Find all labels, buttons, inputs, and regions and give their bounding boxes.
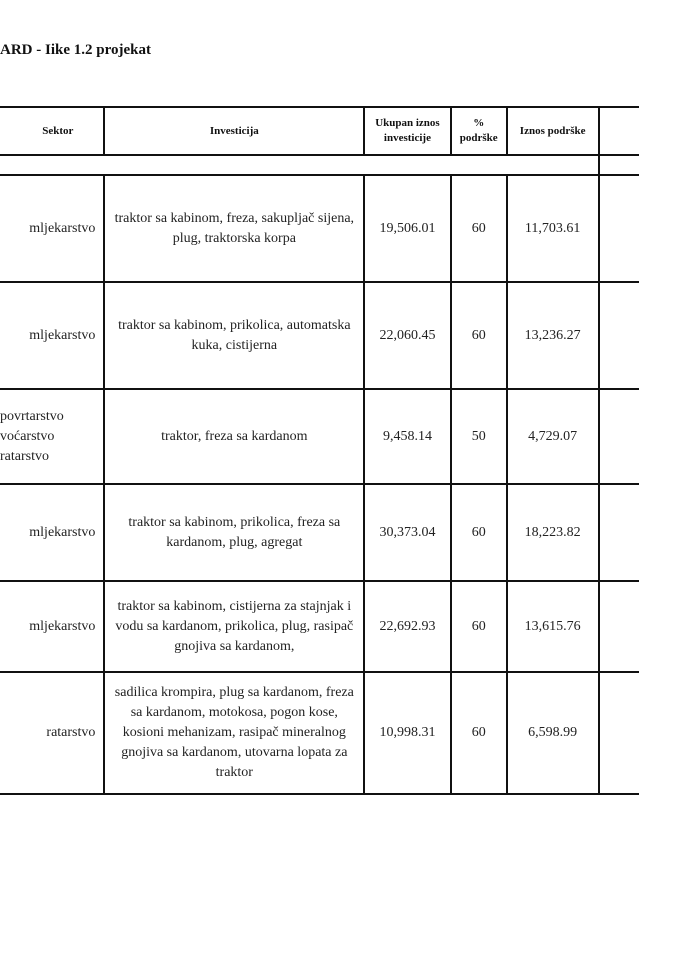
table-row: [0, 581, 639, 672]
cell-investicija: sadilica krompira, plug sa kardanom, freza sa kardanom, motokosa, pogon kose, kosioni mehanizam, rasipač mineralnog gnojiva sa kardanom, utovarna lopata za traktor: [104, 672, 364, 794]
cell-ukupan-iznos: 10,998.31: [364, 672, 450, 794]
cell-sektor: mljekarstvo: [0, 175, 104, 282]
cell-procenat: 60: [451, 282, 507, 389]
cell-investicija: traktor sa kabinom, cistijerna za stajnjak i vodu sa kardanom, prikolica, plug, rasipač gnojiva sa kardanom,: [104, 581, 364, 672]
cell-ukupan-iznos: 9,458.14: [364, 389, 450, 484]
header-extra: [599, 107, 639, 155]
cell-investicija: traktor, freza sa kardanom: [104, 389, 364, 484]
table-spacer-row: [0, 155, 639, 175]
cell-investicija: traktor sa kabinom, prikolica, automatska kuka, cistijerna: [104, 282, 364, 389]
header-ukupan-iznos: Ukupan iznos investicije: [364, 107, 450, 155]
cell-procenat: 60: [451, 581, 507, 672]
table-row: [0, 175, 639, 282]
table-row: [0, 484, 639, 581]
cell-sektor: mljekarstvo: [0, 581, 104, 672]
cell-sektor: ratarstvo: [0, 672, 104, 794]
cell-sektor: mljekarstvo: [0, 282, 104, 389]
cell-iznos-podrske: 13,236.27: [507, 282, 599, 389]
cell-procenat: 60: [451, 175, 507, 282]
cell-iznos-podrske: 6,598.99: [507, 672, 599, 794]
header-sektor: Sektor: [0, 107, 104, 155]
cell-procenat: 60: [451, 484, 507, 581]
table-row: [0, 389, 639, 484]
cell-ukupan-iznos: 30,373.04: [364, 484, 450, 581]
investment-table: [0, 106, 639, 795]
cell-ukupan-iznos: 19,506.01: [364, 175, 450, 282]
table-row: [0, 282, 639, 389]
cell-sektor: mljekarstvo: [0, 484, 104, 581]
cell-ukupan-iznos: 22,692.93: [364, 581, 450, 672]
header-investicija: Investicija: [104, 107, 364, 155]
table-row: [0, 672, 639, 794]
cell-iznos-podrske: 4,729.07: [507, 389, 599, 484]
document-title: ARD - Iike 1.2 projekat: [0, 42, 151, 58]
header-iznos-podrske: Iznos podrške: [507, 107, 599, 155]
cell-iznos-podrske: 18,223.82: [507, 484, 599, 581]
cell-sektor: povrtarstvo voćarstvo ratarstvo: [0, 389, 104, 484]
cell-investicija: traktor sa kabinom, prikolica, freza sa kardanom, plug, agregat: [104, 484, 364, 581]
cell-ukupan-iznos: 22,060.45: [364, 282, 450, 389]
cell-procenat: 50: [451, 389, 507, 484]
table-header-row: [0, 107, 639, 155]
cell-iznos-podrske: 11,703.61: [507, 175, 599, 282]
cell-investicija: traktor sa kabinom, freza, sakupljač sijena, plug, traktorska korpa: [104, 175, 364, 282]
header-procenat: % podrške: [451, 107, 507, 155]
cell-procenat: 60: [451, 672, 507, 794]
spacer-cell: [0, 155, 599, 175]
cell-iznos-podrske: 13,615.76: [507, 581, 599, 672]
